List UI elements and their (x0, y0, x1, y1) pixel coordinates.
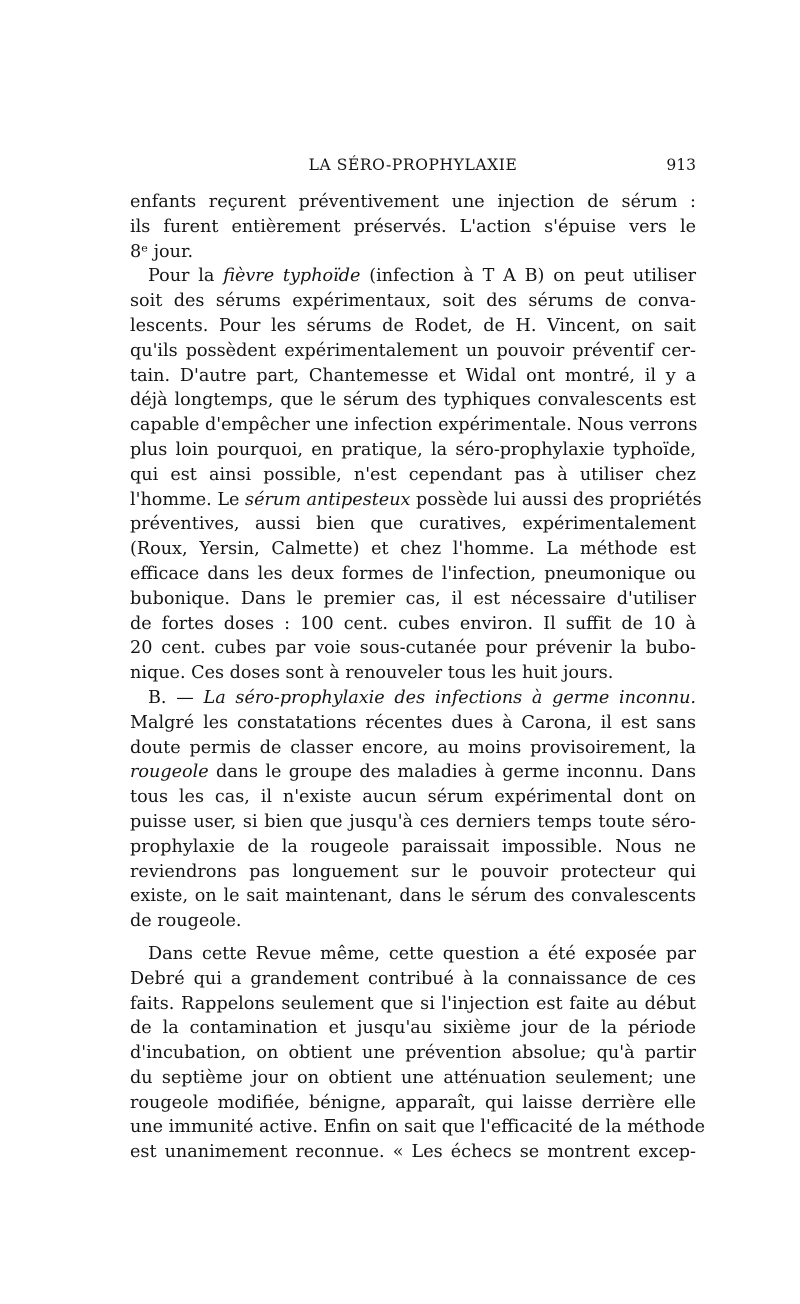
text-line: faits. Rappelons seulement que si l'injection est faite au début (130, 993, 696, 1014)
text-line: Pour la fièvre typhoïde (infection à T A B) on peut utiliser (148, 266, 696, 287)
body-text (130, 190, 705, 1165)
text-line: 8ᵉ jour. (130, 241, 194, 262)
text-line: du septième jour on obtient une atténuation seulement; une (130, 1067, 696, 1088)
text-line: puisse user, si bien que jusqu'à ces derniers temps toute séro- (130, 811, 696, 832)
text-line: soit des sérums expérimentaux, soit des sérums de conva- (130, 291, 696, 312)
text-line: bubonique. Dans le premier cas, il est nécessaire d'utiliser (130, 588, 696, 609)
text-line: nique. Ces doses sont à renouveler tous les huit jours. (130, 663, 614, 684)
text-line: (Roux, Yersin, Calmette) et chez l'homme. La méthode est (130, 539, 696, 560)
text-line: Debré qui a grandement contribué à la connaissance de ces (130, 968, 696, 989)
text-line: de la contamination et jusqu'au sixième jour de la période (130, 1018, 696, 1039)
text-line: Dans cette Revue même, cette question a été exposée par (148, 943, 696, 964)
text-line: de rougeole. (130, 911, 242, 932)
text-line: B. — La séro-prophylaxie des infections à germe inconnu. (148, 687, 696, 708)
text-line: préventives, aussi bien que curatives, expérimentalement (130, 514, 696, 535)
text-line: rougeole dans le groupe des maladies à germe inconnu. Dans (130, 762, 696, 783)
text-line: existe, on le sait maintenant, dans le sérum des convalescents (130, 886, 696, 907)
text-line: une immunité active. Enfin on sait que l'efficacité de la méthode (130, 1117, 705, 1138)
page-number: 913 (666, 156, 696, 174)
text-line: 20 cent. cubes par voie sous-cutanée pour prévenir la bubo- (130, 638, 696, 659)
text-line: plus loin pourquoi, en pratique, la séro-prophylaxie typhoïde, (130, 439, 696, 460)
text-line: doute permis de classer encore, au moins provisoirement, la (130, 737, 696, 758)
text-line: reviendrons pas longuement sur le pouvoir protecteur qui (130, 861, 696, 882)
text-line: l'homme. Le sérum antipesteux possède lui aussi des propriétés (130, 489, 702, 510)
text-line: efficace dans les deux formes de l'infection, pneumonique ou (130, 563, 696, 584)
text-line: enfants reçurent préventivement une injection de sérum : (130, 192, 696, 212)
text-line: prophylaxie de la rougeole paraissait impossible. Nous ne (130, 836, 696, 857)
text-line: tous les cas, il n'existe aucun sérum expérimental dont on (130, 787, 696, 808)
text-line: tain. D'autre part, Chantemesse et Widal ont montré, il y a (130, 365, 696, 386)
paragraph-gap (130, 934, 696, 942)
text-line: qui est ainsi possible, n'est cependant pas à utiliser chez (130, 464, 696, 485)
text-line: d'incubation, on obtient une prévention absolue; qu'à partir (130, 1043, 696, 1064)
text-line: déjà longtemps, que le sérum des typhiques convalescents est (130, 390, 696, 411)
text-line: capable d'empêcher une infection expérimentale. Nous verrons (130, 415, 698, 436)
page-header (130, 156, 696, 178)
text-line: rougeole modifiée, bénigne, apparaît, qui laisse derrière elle (130, 1092, 696, 1113)
text-line: lescents. Pour les sérums de Rodet, de H. Vincent, on sait (130, 315, 696, 336)
text-line: qu'ils possèdent expérimentalement un pouvoir préventif cer- (130, 340, 696, 361)
running-title: LA SÉRO-PROPHYLAXIE (308, 156, 518, 174)
text-line: ils furent entièrement préservés. L'action s'épuise vers le (130, 216, 696, 237)
text-line: est unanimement reconnue. « Les échecs se montrent excep- (130, 1142, 696, 1163)
text-line: de fortes doses : 100 cent. cubes environ. Il suffit de 10 à (130, 613, 696, 634)
text-line: Malgré les constatations récentes dues à Carona, il est sans (130, 712, 696, 733)
